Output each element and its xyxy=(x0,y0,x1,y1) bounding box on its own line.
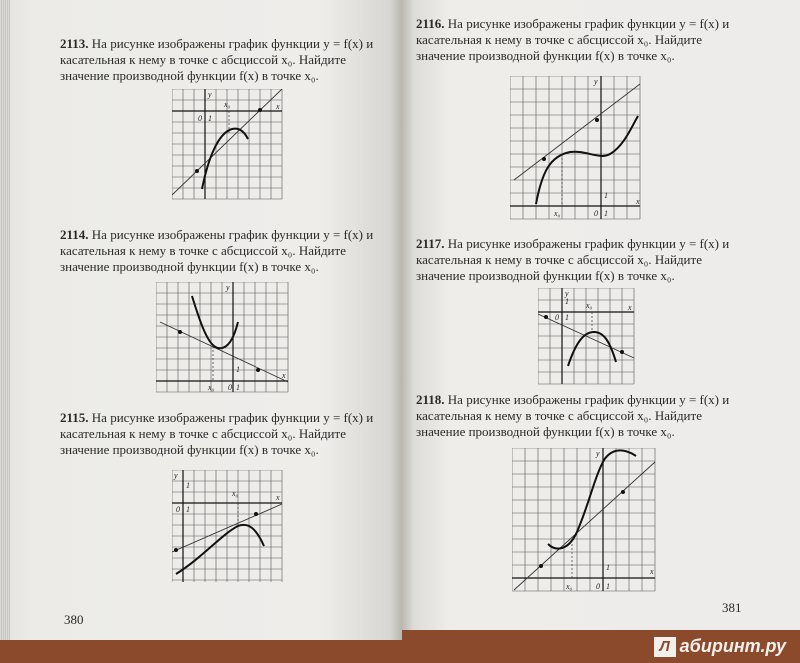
svg-text:1: 1 xyxy=(236,383,240,392)
svg-text:x₀: x₀ xyxy=(224,100,231,109)
svg-text:x₀: x₀ xyxy=(208,383,215,392)
graph-2115 xyxy=(172,470,290,590)
svg-text:x₀: x₀ xyxy=(586,301,593,310)
svg-text:1: 1 xyxy=(606,582,610,591)
svg-text:y: y xyxy=(208,90,212,99)
svg-text:x: x xyxy=(636,197,640,206)
svg-text:0: 0 xyxy=(555,313,559,322)
problem-number: 2113. xyxy=(60,36,89,51)
problem-2113 xyxy=(60,36,395,84)
svg-text:1: 1 xyxy=(186,481,190,490)
svg-text:y: y xyxy=(174,471,178,480)
problem-number: 2114. xyxy=(60,227,89,242)
problem-text: На рисунке изображены график функции y = f(x) и касательная к нему в точке с абсциссой x₀. Найдите значение производной функции f(x) в точке x₀. xyxy=(416,16,730,63)
labirint-logo-icon: Л xyxy=(654,637,676,657)
svg-text:0: 0 xyxy=(176,505,180,514)
svg-text:y: y xyxy=(565,289,569,298)
problem-text: На рисунке изображены график функции y = f(x) и касательная к нему в точке с абсциссой x₀. Найдите значение производной функции f(x) в точке x₀. xyxy=(416,236,730,283)
svg-text:y: y xyxy=(226,283,230,292)
problem-2116 xyxy=(416,16,746,64)
problem-2115 xyxy=(60,410,395,458)
svg-text:0: 0 xyxy=(596,582,600,591)
problem-2117 xyxy=(416,236,746,284)
page-edge xyxy=(0,0,10,640)
page-number-left: 380 xyxy=(64,612,84,627)
svg-text:x: x xyxy=(650,567,654,576)
svg-text:y: y xyxy=(594,77,598,86)
svg-text:0: 0 xyxy=(594,209,598,218)
svg-text:1: 1 xyxy=(565,313,569,322)
watermark xyxy=(654,636,786,657)
graph-2114 xyxy=(156,282,296,400)
svg-text:1: 1 xyxy=(565,297,569,306)
right-page xyxy=(402,0,800,630)
svg-text:1: 1 xyxy=(208,114,212,123)
svg-text:0: 0 xyxy=(228,383,232,392)
svg-text:x₀: x₀ xyxy=(232,489,239,498)
svg-text:1: 1 xyxy=(606,563,610,572)
problem-text: На рисунке изображены график функции y = f(x) и касательная к нему в точке с абсциссой x₀. Найдите значение производной функции f(x) в точке x₀. xyxy=(60,410,374,457)
svg-text:1: 1 xyxy=(604,209,608,218)
graph-2118 xyxy=(512,448,660,598)
svg-text:x₀: x₀ xyxy=(554,209,561,218)
graph-2117 xyxy=(538,288,638,388)
svg-text:y: y xyxy=(596,449,600,458)
problem-2118 xyxy=(416,392,746,440)
left-page xyxy=(0,0,402,640)
problem-number: 2117. xyxy=(416,236,445,251)
svg-text:1: 1 xyxy=(236,365,240,374)
page-number-right: 381 xyxy=(722,600,742,615)
svg-text:1: 1 xyxy=(604,191,608,200)
problem-2114 xyxy=(60,227,395,275)
problem-number: 2115. xyxy=(60,410,89,425)
svg-text:1: 1 xyxy=(186,505,190,514)
svg-text:x: x xyxy=(276,102,280,111)
svg-text:x₀: x₀ xyxy=(566,582,573,591)
svg-text:x: x xyxy=(628,303,632,312)
problem-text: На рисунке изображены график функции y = f(x) и касательная к нему в точке с абсциссой x₀. Найдите значение производной функции f(x) в точке x₀. xyxy=(60,36,374,83)
problem-number: 2116. xyxy=(416,16,445,31)
watermark-text: абиринт.ру xyxy=(679,635,786,656)
svg-text:0: 0 xyxy=(198,114,202,123)
svg-text:x: x xyxy=(282,371,286,380)
problem-text: На рисунке изображены график функции y = f(x) и касательная к нему в точке с абсциссой x₀. Найдите значение производной функции f(x) в точке x₀. xyxy=(60,227,374,274)
problem-text: На рисунке изображены график функции y = f(x) и касательная к нему в точке с абсциссой x₀. Найдите значение производной функции f(x) в точке x₀. xyxy=(416,392,730,439)
problem-number: 2118. xyxy=(416,392,445,407)
graph-2113 xyxy=(172,89,292,209)
graph-2116 xyxy=(510,76,650,226)
svg-text:x: x xyxy=(276,493,280,502)
